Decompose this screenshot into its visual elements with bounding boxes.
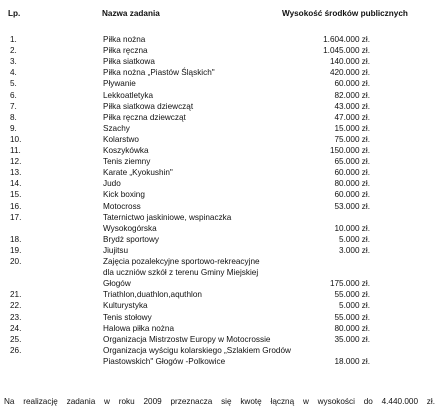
column-header-lp: Lp. [8, 9, 21, 18]
task-name [103, 245, 298, 256]
task-amount: 53.000 zł. [334, 201, 370, 211]
task-name [103, 123, 298, 134]
task-amount: 15.000 zł. [334, 123, 370, 133]
task-name [103, 112, 298, 123]
task-name-line: Piłka ręczna [103, 46, 148, 56]
task-name-line: Triathlon,duathlon,aquthlon [103, 290, 202, 300]
task-amount: 140.000 zł. [329, 57, 370, 67]
task-name [103, 67, 298, 78]
task-name-line: Piłka nożna „Piastów Śląskich" [103, 68, 215, 78]
row-number: 26. [10, 345, 22, 355]
task-name-line: Organizacja Mistrzostw Europy w Motocrossie [103, 334, 271, 344]
row-number: 14. [10, 179, 22, 189]
row-number: 5. [10, 79, 17, 89]
task-name-line: Pływanie [103, 79, 136, 89]
task-amount: 5.000 zł. [339, 234, 370, 244]
task-name [103, 45, 298, 56]
task-name-line: Tenis stołowy [103, 312, 152, 322]
task-amount: 10.000 zł. [334, 223, 370, 233]
task-amount: 60.000 zł. [334, 79, 370, 89]
row-number: 17. [10, 212, 22, 222]
row-number: 18. [10, 234, 22, 244]
task-amount: 65.000 zł. [334, 157, 370, 167]
task-name-line: Piastowskich" Głogów -Polkowice [103, 356, 226, 366]
task-name [103, 156, 298, 167]
task-name [103, 289, 298, 300]
task-name [103, 189, 298, 200]
task-amount: 5.000 zł. [339, 301, 370, 311]
task-name-line: Głogów [103, 279, 131, 288]
task-name [103, 78, 298, 89]
task-name [103, 145, 298, 156]
task-name-line: Organizacja wyścigu kolarskiego „Szlakiem Grodów [103, 345, 291, 355]
task-name [103, 134, 298, 145]
task-amount: 80.000 zł. [334, 179, 370, 189]
task-name-line: Piłka nożna [103, 35, 146, 44]
summary-note: Na realizację zadania w roku 2009 przeznacza się kwotę łączną w wysokości do 4.440.000 zł. [4, 397, 435, 406]
task-name-line: Motocross [103, 201, 141, 211]
task-amount: 18.000 zł. [334, 356, 370, 366]
task-name-line: Koszykówka [103, 146, 149, 155]
row-number: 4. [10, 68, 17, 78]
task-name-line: Lekkoatletyka [103, 90, 154, 100]
task-name-line: Tenis ziemny [103, 157, 151, 167]
column-header-task-name: Nazwa zadania [102, 9, 160, 18]
task-amount: 3.000 zł. [339, 245, 370, 255]
row-number: 21. [10, 290, 22, 300]
row-number: 13. [10, 168, 22, 178]
task-amount: 55.000 zł. [334, 312, 370, 322]
row-number: 19. [10, 245, 22, 255]
task-amount: 1.045.000 zł. [323, 46, 370, 56]
row-number: 22. [10, 301, 22, 311]
task-amount: 420.000 zł. [329, 68, 370, 78]
task-name [103, 234, 298, 245]
task-name-line: Brydż sportowy [103, 234, 159, 244]
task-name [103, 312, 298, 323]
task-name [103, 334, 298, 345]
row-number: 11. [10, 146, 21, 155]
row-number: 3. [10, 57, 17, 67]
task-amount: 175.000 zł. [329, 279, 370, 289]
row-number: 16. [10, 201, 22, 211]
row-number: 24. [10, 323, 22, 333]
task-name [103, 101, 298, 112]
task-amount: 1.604.000 zł. [323, 35, 370, 44]
task-amount: 80.000 zł. [334, 323, 370, 333]
task-name-line: Jiujitsu [103, 245, 129, 255]
task-name-line: Halowa piłka nożna [103, 323, 175, 333]
task-name [103, 178, 298, 189]
task-name [103, 167, 298, 178]
task-name-line: Piłka siatkowa [103, 57, 155, 67]
task-amount: 82.000 zł. [334, 90, 370, 100]
row-number: 1. [10, 35, 17, 44]
row-number: 20. [10, 257, 22, 266]
task-name-line: Taternictwo jaskiniowe, wspinaczka [103, 212, 232, 222]
row-number: 8. [10, 112, 17, 122]
task-name-line: Judo [103, 179, 121, 189]
row-number: 7. [10, 101, 17, 111]
row-number: 9. [10, 123, 17, 133]
task-name [103, 323, 298, 334]
row-number: 15. [10, 190, 22, 200]
task-name-line: Piłka ręczna dziewcząt [103, 112, 186, 122]
task-amount: 55.000 zł. [334, 290, 370, 300]
task-name-line: dla uczniów szkół z terenu Gminy Miejskiej [103, 268, 259, 277]
task-name [103, 90, 298, 101]
task-amount: 43.000 zł. [334, 101, 370, 111]
row-number: 10. [10, 134, 22, 144]
task-name [103, 256, 298, 289]
task-name-line: Kulturystyka [103, 301, 148, 311]
row-number: 23. [10, 312, 22, 322]
task-amount: 60.000 zł. [334, 190, 370, 200]
row-number: 6. [10, 90, 17, 100]
task-name [103, 345, 298, 367]
task-name [103, 56, 298, 67]
task-name-line: Wysokogórska [103, 223, 157, 233]
task-name [103, 300, 298, 311]
task-name-line: Karate „Kyokushin" [103, 168, 173, 178]
task-amount: 60.000 zł. [334, 168, 370, 178]
task-name [103, 34, 298, 45]
task-amount: 47.000 zł. [334, 112, 370, 122]
task-name-line: Szachy [103, 123, 130, 133]
task-amount: 150.000 zł. [329, 146, 370, 155]
task-name-line: Kolarstwo [103, 134, 139, 144]
task-name-line: Kick boxing [103, 190, 145, 200]
column-header-amount: Wysokość środków publicznych [282, 9, 408, 18]
task-amount: 75.000 zł. [334, 134, 370, 144]
task-name-line: Zajęcia pozalekcyjne sportowo-rekreacyjne [103, 257, 260, 266]
row-number: 2. [10, 46, 17, 56]
task-name [103, 201, 298, 212]
task-name [103, 212, 298, 234]
row-number: 12. [10, 157, 22, 167]
task-amount: 35.000 zł. [334, 334, 370, 344]
task-name-line: Piłka siatkowa dziewcząt [103, 101, 194, 111]
row-number: 25. [10, 334, 22, 344]
